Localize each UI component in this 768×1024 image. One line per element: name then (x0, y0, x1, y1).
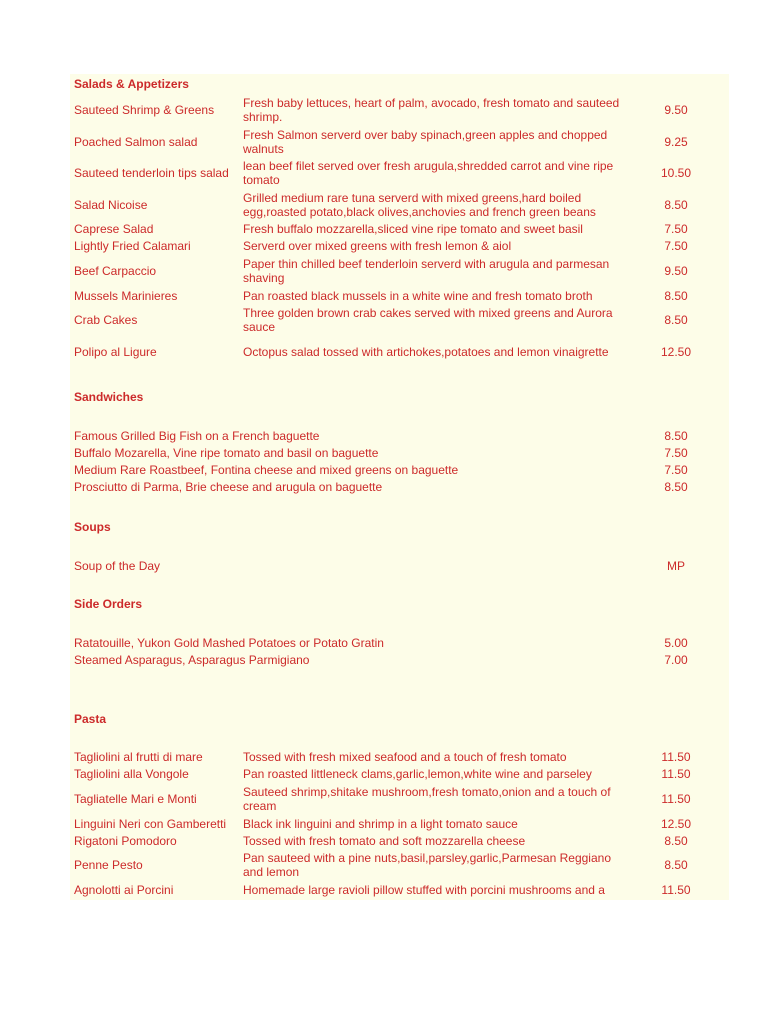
menu-item (0, 445, 768, 461)
section-heading-salads: Salads & Appetizers (74, 77, 189, 91)
item-price: 7.50 (664, 446, 688, 460)
item-name: Agnolotti ai Porcini (74, 883, 174, 897)
item-name: Medium Rare Roastbeef, Fontina cheese and mixed greens on baguette (74, 463, 459, 477)
item-price: 8.50 (664, 834, 688, 848)
item-name: Tagliolini al frutti di mare (74, 750, 203, 764)
item-name: Tagliatelle Mari e Monti (74, 792, 197, 806)
menu-item (0, 882, 768, 898)
item-description: Octopus salad tossed with artichokes,potatoes and lemon vinaigrette (243, 345, 609, 359)
menu-item (0, 428, 768, 444)
item-price: 7.00 (664, 653, 688, 667)
item-name: Beef Carpaccio (74, 264, 157, 278)
item-description: Homemade large ravioli pillow stuffed with porcini mushrooms and a (243, 883, 605, 897)
item-price: 8.50 (664, 429, 688, 443)
item-name: Mussels Marinieres (74, 289, 178, 303)
item-price: 11.50 (661, 767, 691, 781)
item-description: Tossed with fresh mixed seafood and a touch of fresh tomato (243, 750, 567, 764)
menu-item (0, 635, 768, 651)
item-name: Rigatoni Pomodoro (74, 834, 177, 848)
item-description: Sauteed shrimp,shitake mushroom,fresh tomato,onion and a touch of cream (243, 785, 611, 813)
menu-item (0, 833, 768, 849)
section-heading-sandwiches: Sandwiches (74, 390, 144, 404)
item-name: Ratatouille, Yukon Gold Mashed Potatoes or Potato Gratin (74, 636, 384, 650)
item-description: Tossed with fresh tomato and soft mozzarella cheese (243, 834, 526, 848)
menu-item (0, 288, 768, 304)
item-price: 7.50 (664, 239, 688, 253)
menu-item (0, 784, 768, 814)
item-price: 11.50 (661, 792, 691, 806)
item-price: 8.50 (664, 198, 688, 212)
item-description: Fresh baby lettuces, heart of palm, avocado, fresh tomato and sauteed shrimp. (243, 96, 620, 124)
menu-item (0, 816, 768, 832)
item-price: 10.50 (660, 166, 692, 180)
item-name: Salad Nicoise (74, 198, 148, 212)
item-name: Famous Grilled Big Fish on a French baguette (74, 429, 320, 443)
menu-item (0, 749, 768, 765)
item-description: Three golden brown crab cakes served with mixed greens and Aurora sauce (243, 306, 613, 334)
menu-item (0, 305, 768, 335)
item-price: 9.50 (664, 264, 688, 278)
menu-item (0, 558, 768, 574)
menu-item (0, 190, 768, 220)
menu-item (0, 238, 768, 254)
section-heading-pasta: Pasta (74, 712, 107, 726)
item-price: 8.50 (664, 480, 688, 494)
item-name: Penne Pesto (74, 858, 143, 872)
item-name: Sauteed Shrimp & Greens (74, 103, 215, 117)
item-description: Fresh Salmon serverd over baby spinach,green apples and chopped walnuts (243, 128, 608, 156)
menu-item (0, 256, 768, 286)
item-name: Prosciutto di Parma, Brie cheese and arugula on baguette (74, 480, 383, 494)
item-name: Buffalo Mozarella, Vine ripe tomato and basil on baguette (74, 446, 379, 460)
item-name: Steamed Asparagus, Asparagus Parmigiano (74, 653, 310, 667)
item-price: 9.25 (664, 135, 688, 149)
item-description: Black ink linguini and shrimp in a light tomato sauce (243, 817, 518, 831)
item-price: 7.50 (664, 463, 688, 477)
menu-item (0, 766, 768, 782)
item-description: Fresh buffalo mozzarella,sliced vine ripe tomato and sweet basil (243, 222, 583, 236)
menu-item (0, 95, 768, 125)
item-name: Soup of the Day (74, 559, 161, 573)
menu-item (0, 850, 768, 880)
item-price: 8.50 (664, 289, 688, 303)
item-name: Linguini Neri con Gamberetti (74, 817, 227, 831)
item-price: 9.50 (664, 103, 688, 117)
item-description: lean beef filet served over fresh arugula,shredded carrot and vine ripe tomato (243, 159, 614, 187)
item-price: 5.00 (664, 636, 688, 650)
item-description: Serverd over mixed greens with fresh lemon & aiol (243, 239, 512, 253)
section-heading-side-orders: Side Orders (74, 597, 143, 611)
item-price: 12.50 (660, 345, 692, 359)
menu-item (0, 127, 768, 157)
item-name: Poached Salmon salad (74, 135, 198, 149)
item-name: Sauteed tenderloin tips salad (74, 166, 229, 180)
item-price: 12.50 (660, 817, 692, 831)
item-name: Caprese Salad (74, 222, 154, 236)
menu-item (0, 652, 768, 668)
item-description: Grilled medium rare tuna serverd with mixed greens,hard boiled egg,roasted potato,black olives,anchovies and french green beans (243, 191, 596, 219)
section-heading-soups: Soups (74, 520, 111, 534)
item-price: 7.50 (664, 222, 688, 236)
menu-item (0, 158, 768, 188)
item-price: 11.50 (661, 750, 691, 764)
menu-item (0, 462, 768, 478)
item-description: Pan roasted littleneck clams,garlic,lemon,white wine and parseley (243, 767, 592, 781)
item-name: Crab Cakes (74, 313, 138, 327)
item-name: Tagliolini alla Vongole (74, 767, 189, 781)
item-price: 11.50 (661, 883, 691, 897)
item-price: MP (667, 559, 685, 573)
item-name: Polipo al Ligure (74, 345, 157, 359)
item-description: Pan roasted black mussels in a white wine and fresh tomato broth (243, 289, 593, 303)
item-description: Pan sauteed with a pine nuts,basil,parsley,garlic,Parmesan Reggiano and lemon (243, 851, 611, 879)
item-name: Lightly Fried Calamari (74, 239, 191, 253)
item-price: 8.50 (664, 858, 688, 872)
menu-item (0, 337, 768, 367)
menu-item (0, 221, 768, 237)
menu-item (0, 479, 768, 495)
item-description: Paper thin chilled beef tenderloin serverd with arugula and parmesan shaving (243, 257, 610, 285)
item-price: 8.50 (664, 313, 688, 327)
